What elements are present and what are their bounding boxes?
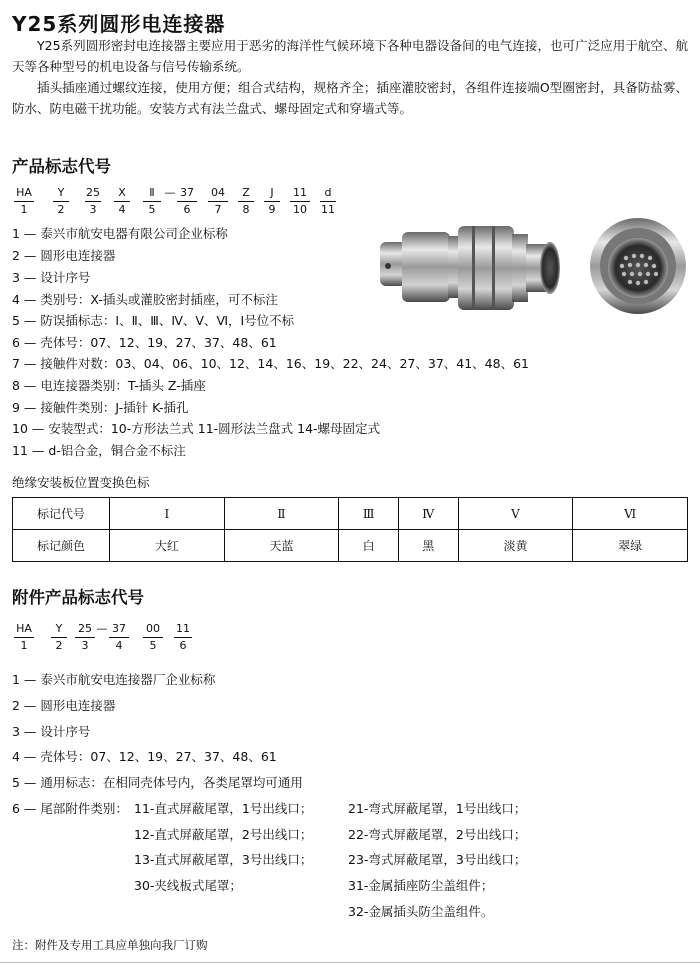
tail-option: 32-金属插头防尘盖组件。 xyxy=(348,904,494,919)
code-index: 10 xyxy=(293,203,307,216)
bottom-divider xyxy=(0,962,700,963)
code-part: 04 xyxy=(211,186,225,199)
legend-item: 4 — 壳体号：07、12、19、27、37、48、61 xyxy=(12,749,277,764)
code-index: 2 xyxy=(57,203,65,216)
tail-option: 30-夹线板式尾罩； xyxy=(134,878,242,893)
code-part: Y xyxy=(57,186,65,199)
table-cell: 大红 xyxy=(110,530,225,562)
table-cell: Ⅵ xyxy=(573,498,688,530)
tail-option: 31-金属插座防尘盖组件； xyxy=(348,878,494,893)
code-part: HA xyxy=(16,186,32,199)
code-dash: — xyxy=(164,186,176,199)
code-index: 2 xyxy=(55,639,63,652)
legend-item: 9 — 接触件类别：J-插针 K-插孔 xyxy=(12,400,189,415)
code-index: 5 xyxy=(148,203,156,216)
code-part: X xyxy=(118,186,126,199)
table-cell: 翠绿 xyxy=(573,530,688,562)
code-part: 37 xyxy=(112,622,126,635)
code-part: 00 xyxy=(146,622,160,635)
footnote: 注：附件及专用工具应单独向我厂订购 xyxy=(12,938,208,952)
legend-item: 3 — 设计序号 xyxy=(12,270,91,285)
legend-item: 10 — 安装型式：10-方形法兰式 11-圆形法兰盘式 14-螺母固定式 xyxy=(12,421,381,436)
table-cell: 天蓝 xyxy=(224,530,339,562)
legend-item: 7 — 接触件对数：03、04、06、10、12、14、16、19、22、24、27、37、41、48、61 xyxy=(12,356,529,371)
code-part: J xyxy=(270,186,274,199)
code-part: 25 xyxy=(78,622,92,635)
table-cell: 白 xyxy=(339,530,399,562)
code-part: 11 xyxy=(176,622,190,635)
accessory-code-diagram xyxy=(12,622,212,654)
legend-item: 8 — 电连接器类别：T-插头 Z-插座 xyxy=(12,378,206,393)
legend-item: 6 — 壳体号：07、12、19、27、37、48、61 xyxy=(12,335,277,350)
code-dash: — xyxy=(96,622,108,635)
code-index: 5 xyxy=(149,639,157,652)
table-header-cell: 标记颜色 xyxy=(13,530,110,562)
code-part: HA xyxy=(16,622,32,635)
code-part: 25 xyxy=(86,186,100,199)
legend-item: 2 — 圆形电连接器 xyxy=(12,248,116,263)
tail-option: 21-弯式屏蔽尾罩，1号出线口； xyxy=(348,801,527,816)
tail-option: 23-弯式屏蔽尾罩，3号出线口； xyxy=(348,852,527,867)
code-part: Y xyxy=(55,622,63,635)
table-cell: Ⅴ xyxy=(458,498,573,530)
code-index: 1 xyxy=(20,203,28,216)
table-cell: Ⅳ xyxy=(398,498,458,530)
legend-item: 1 — 泰兴市航安电连接器厂企业标称 xyxy=(12,672,216,687)
tail-option: 13-直式屏蔽尾罩，3号出线口； xyxy=(134,852,313,867)
code-index: 3 xyxy=(89,203,97,216)
table-header-cell: 标记代号 xyxy=(13,498,110,530)
receptacle-connector xyxy=(590,218,686,314)
color-mark-table xyxy=(12,497,688,562)
legend-item: 5 — 防误插标志：Ⅰ、Ⅱ、Ⅲ、Ⅳ、Ⅴ、Ⅵ，Ⅰ号位不标 xyxy=(12,313,295,328)
tail-option: 12-直式屏蔽尾罩，2号出线口； xyxy=(134,827,313,842)
table-row xyxy=(13,498,688,530)
intro-paragraph-1: Y25系列圆形密封电连接器主要应用于恶劣的海洋性气候环境下各种电器设备间的电气连接，也可广泛应用于航空、航天等各种型号的机电设备与信号传输系统。 xyxy=(12,38,688,74)
section-heading-accessory-code: 附件产品标志代号 xyxy=(12,588,144,607)
page-title: Y25系列圆形电连接器 xyxy=(12,12,226,36)
legend-item: 11 — d-铝合金，铜合金不标注 xyxy=(12,443,186,458)
table-cell: 淡黄 xyxy=(458,530,573,562)
product-code-diagram xyxy=(12,186,342,218)
code-index: 11 xyxy=(321,203,335,216)
code-index: 6 xyxy=(183,203,191,216)
table-row xyxy=(13,530,688,562)
legend-item: 1 — 泰兴市航安电器有限公司企业标称 xyxy=(12,226,228,241)
code-index: 7 xyxy=(214,203,222,216)
connector-photo xyxy=(372,212,690,330)
code-part: d xyxy=(324,186,332,199)
code-index: 1 xyxy=(20,639,28,652)
legend-item: 3 — 设计序号 xyxy=(12,724,91,739)
legend-item: 2 — 圆形电连接器 xyxy=(12,698,116,713)
table-cell: Ⅰ xyxy=(110,498,225,530)
code-index: 6 xyxy=(179,639,187,652)
table-cell: Ⅱ xyxy=(224,498,339,530)
tail-option: 11-直式屏蔽尾罩，1号出线口； xyxy=(134,801,313,816)
plug-connector xyxy=(380,226,560,310)
table-cell: 黑 xyxy=(398,530,458,562)
code-index: 9 xyxy=(268,203,276,216)
table-caption: 绝缘安装板位置变换色标 xyxy=(12,475,150,490)
code-part: 11 xyxy=(293,186,307,199)
legend-item: 5 — 通用标志：在相同壳体号内，各类尾罩均可通用 xyxy=(12,775,303,790)
section-heading-product-code: 产品标志代号 xyxy=(12,157,111,176)
intro-paragraph-2: 插头插座通过螺纹连接，使用方便；组合式结构，规格齐全；插座灌胶密封，各组件连接端O型圈密封，具备防盐雾、防水、防电磁干扰功能。安装方式有法兰盘式、螺母固定式和穿墙式等。 xyxy=(12,80,688,116)
legend-item: 6 — 尾部附件类别： xyxy=(12,801,128,816)
table-cell: Ⅲ xyxy=(339,498,399,530)
code-index: 4 xyxy=(115,639,123,652)
code-part: Ⅱ xyxy=(149,186,155,199)
code-index: 4 xyxy=(118,203,126,216)
legend-item: 4 — 类别号：X-插头或灌胶密封插座，可不标注 xyxy=(12,292,278,307)
code-part: Z xyxy=(242,186,250,199)
code-index: 8 xyxy=(242,203,250,216)
code-index: 3 xyxy=(81,639,89,652)
code-part: 37 xyxy=(180,186,194,199)
tail-option: 22-弯式屏蔽尾罩，2号出线口； xyxy=(348,827,527,842)
